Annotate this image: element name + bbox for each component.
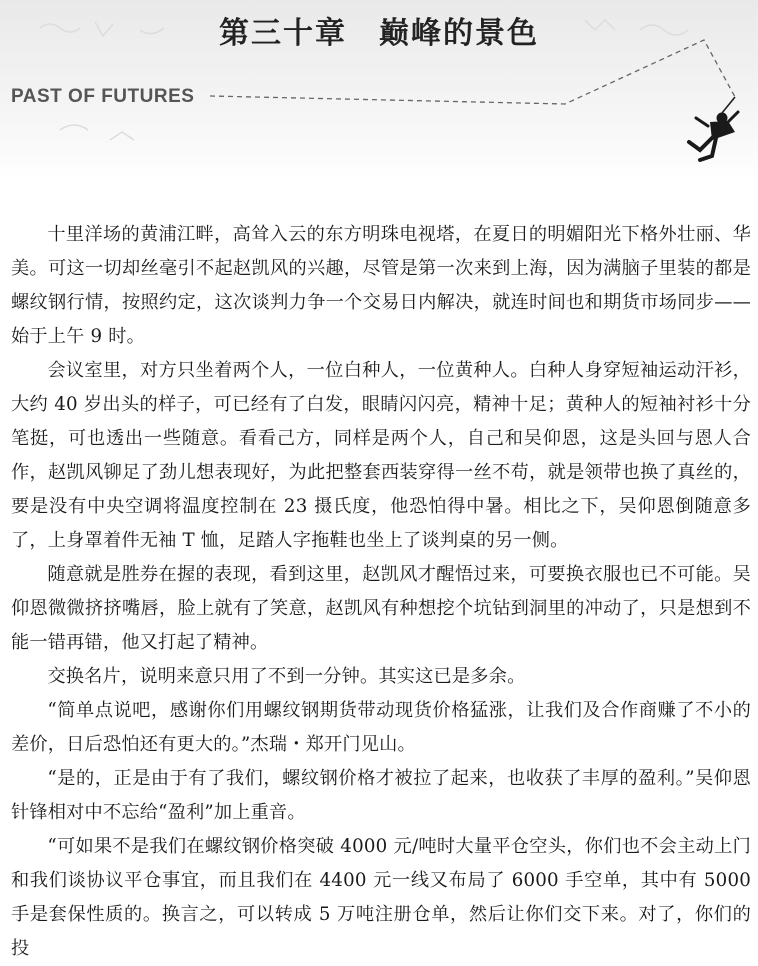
paragraph: 随意就是胜券在握的表现，看到这里，赵凯风才醒悟过来，可要换衣服也已不可能。吴仰恩微微挤挤嘴唇，脸上就有了笑意，赵凯风有种想挖个坑钻到洞里的冲动了，只是想到不能一错再错，他又打起了精神。: [11, 564, 751, 653]
rock-climber-icon: [689, 97, 738, 160]
chapter-body: [11, 218, 751, 966]
paragraph: 会议室里，对方只坐着两个人，一位白种人，一位黄种人。白种人身穿短袖运动汗衫，大约 40 岁出头的样子，可已经有了白发，眼睛闪闪亮，精神十足；黄种人的短袖衬衫十分笔挺，可也透出一些随意。看看己方，同样是两个人，自己和吴仰恩，这是头回与恩人合作，赵凯风铆足了劲儿想表现好，为此把整套西装穿得一丝不苟，就是领带也换了真丝的，要是没有中央空调将温度控制在 23 摄氏度，他恐怕得中暑。相比之下，吴仰恩倒随意多了，上身罩着件无袖 T 恤，足踏人字拖鞋也坐上了谈判桌的另一侧。: [11, 360, 751, 551]
paragraph: “可如果不是我们在螺纹钢价格突破 4000 元/吨时大量平仓空头，你们也不会主动上门和我们谈协议平仓事宜，而且我们在 4400 元一线又布局了 6000 手空单，其中有 5000 手是套保性质的。换言之，可以转成 5 万吨注册仓单，然后让你们交下来。对了，你们的投: [11, 836, 751, 959]
paragraph: “简单点说吧，感谢你们用螺纹钢期货带动现货价格猛涨，让我们及合作商赚了不小的差价，日后恐怕还有更大的。”杰瑞・郑开门见山。: [11, 700, 751, 755]
chapter-header: [0, 0, 758, 180]
paragraph: 交换名片，说明来意只用了不到一分钟。其实这已是多余。: [47, 666, 526, 687]
paragraph: “是的，正是由于有了我们，螺纹钢价格才被拉了起来，也收获了丰厚的盈利。”吴仰恩针锋相对中不忘给“盈利”加上重音。: [11, 768, 751, 823]
chapter-title: 第三十章 巅峰的景色: [219, 16, 539, 51]
paragraph: 十里洋场的黄浦江畔，高耸入云的东方明珠电视塔，在夏日的明媚阳光下格外壮丽、华美。可这一切却丝毫引不起赵凯风的兴趣，尽管是第一次来到上海，因为满脑子里装的都是螺纹钢行情，按照约定，这次谈判力争一个交易日内解决，就连时间也和期货市场同步——始于上午 9 时。: [11, 224, 751, 347]
series-tag: PAST OF FUTURES: [11, 86, 195, 107]
